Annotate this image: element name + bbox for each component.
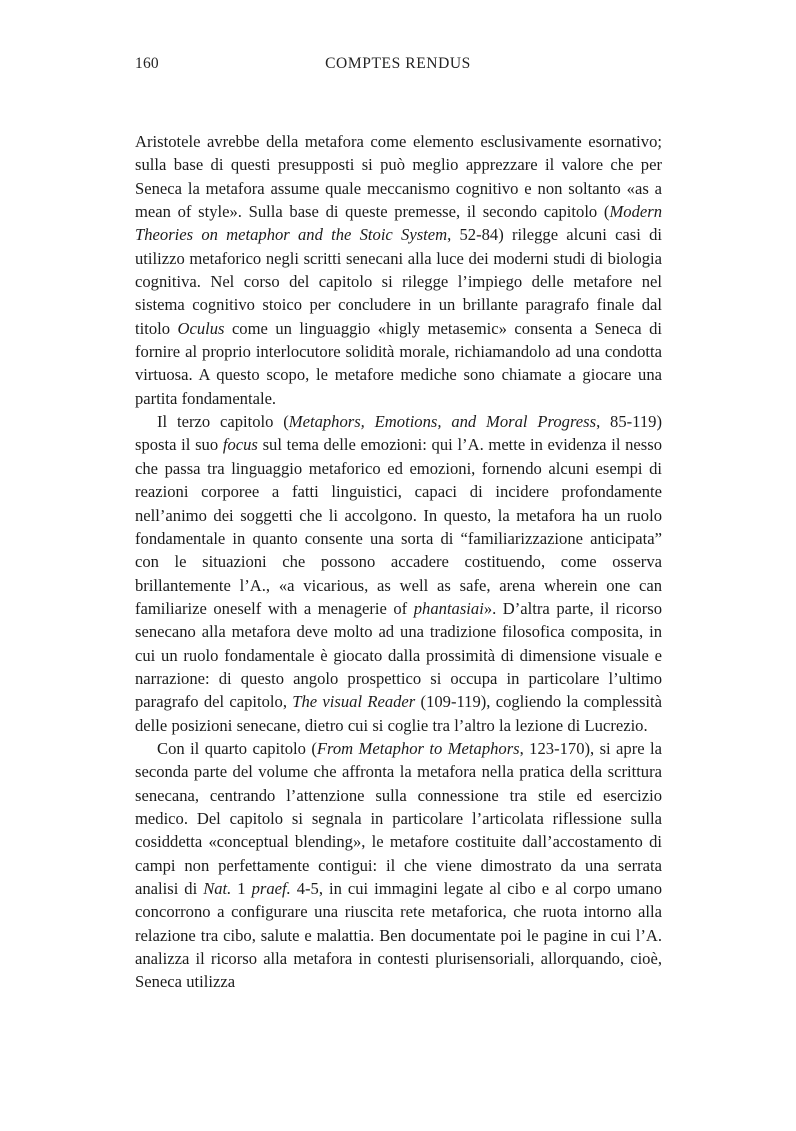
paragraph: Aristotele avrebbe della metafora come elemento esclusivamente esornativo; sulla base di questi presupposti si può meglio apprezzare il valore che per Seneca la metafora assume quale meccanismo cognitivo e non soltanto «as a mean of style». Sulla base di queste premesse, il secondo capitolo (Modern Theories on metaphor and the Stoic System, 52-84) rilegge alcuni casi di utilizzo metaforico negli scritti senecani alla luce dei moderni studi di biologia cognitiva. Nel corso del capitolo si rilegge l’impiego delle metafore nel sistema cognitivo stoico per concludere in un brillante paragrafo finale dal titolo Oculus come un linguaggio «higly metasemic» consenta a Seneca di fornire al proprio interlocutore solidità morale, richiamandolo ad una condotta virtuosa. A questo scopo, le metafore mediche sono chiamate a giocare una partita fondamentale. — [135, 132, 663, 408]
body-text-block — [135, 130, 662, 994]
running-head — [135, 55, 661, 79]
paragraph: Il terzo capitolo (Metaphors, Emotions, and Moral Progress, 85-119) sposta il suo focus sul tema delle emozioni: qui l’A. mette in evidenza il nesso che passa tra linguaggio metaforico ed emozioni, fornendo alcuni esempi di reazioni corporee a fatti linguistici, capaci di incidere profondamente nell’animo dei soggetti che li accolgono. In questo, la metafora ha un ruolo fondamentale in quanto consente una sorta di “familiarizzazione anticipata” con le situazioni che possono accadere costituendo, come osserva brillantemente l’A., «a vicarious, as well as safe, arena wherein one can familiarize oneself with a menagerie of phantasiai». D’altra parte, il ricorso senecano alla metafora deve molto ad una tradizione filosofica composita, in cui un ruolo fondamentale è giocato dalla prossimità di dimensione visuale e narrazione: di questo angolo prospettico si occupa in particolare l’ultimo paragrafo del capitolo, The visual Reader (109-119), cogliendo la complessità delle posizioni senecane, dietro cui si coglie tra l’altro la lezione di Lucrezio. — [135, 412, 663, 735]
page-number: 160 — [135, 55, 159, 72]
paragraph: Con il quarto capitolo (From Metaphor to Metaphors, 123-170), si apre la seconda parte del volume che affronta la metafora nella pratica della scrittura senecana, centrando l’attenzione sulla connessione tra stile ed esercizio medico. Del capitolo si segnala in particolare l’articolata riflessione sulla cosiddetta «conceptual blending», le metafore costituite dall’accostamento di campi non perfettamente contigui: il che viene dimostrato da una serrata analisi di Nat. 1 praef. 4-5, in cui immagini legate al cibo e al corpo umano concorrono a configurare una riuscita rete metaforica, che ruota intorno alla relazione tra cibo, salute e malattia. Ben documentate poi le pagine in cui l’A. analizza il ricorso alla metafora in contesti plurisensoriali, allorquando, cioè, Seneca utilizza — [135, 738, 662, 992]
running-head-title: COMPTES RENDUS — [325, 55, 471, 72]
